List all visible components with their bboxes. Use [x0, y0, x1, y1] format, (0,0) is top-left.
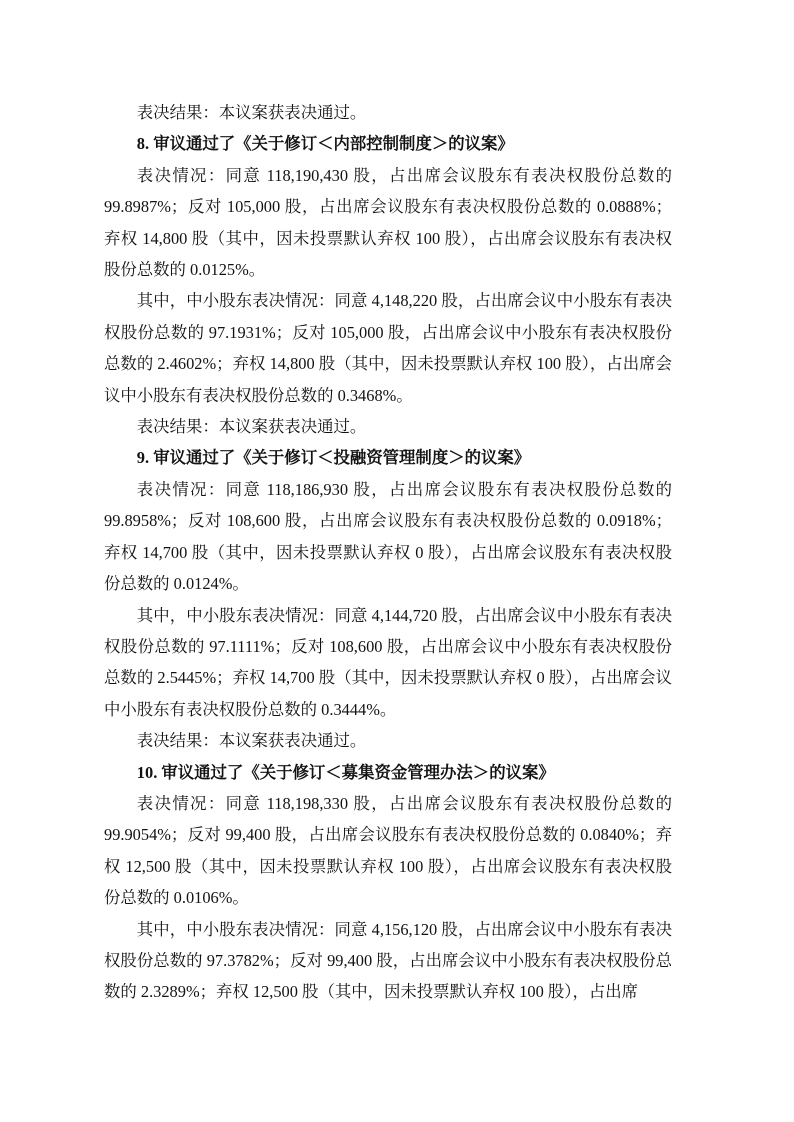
proposal-9-minority-vote-detail: 其中，中小股东表决情况：同意 4,144,720 股，占出席会议中小股东有表决权股份总数的 97.1111%；反对 108,600 股，占出席会议中小股东有表决权股份总数的 2.5445%；弃权 14,700 股（其中，因未投票默认弃权 0 股），占出席会议中小股东有表决权股份总数的 0.3444%。 — [104, 605, 672, 719]
proposal-10-minority-vote-detail: 其中，中小股东表决情况：同意 4,156,120 股，占出席会议中小股东有表决权股份总数的 97.3782%；反对 99,400 股，占出席会议中小股东有表决权股份总数的 2.3289%；弃权 12,500 股（其中，因未投票默认弃权 100 股），占出席 — [104, 919, 672, 1002]
proposal-9-vote-detail: 表决情况：同意 118,186,930 股，占出席会议股东有表决权股份总数的 99.8958%；反对 108,600 股，占出席会议股东有表决权股份总数的 0.0918%；弃权 14,700 股（其中，因未投票默认弃权 0 股），占出席会议股东有表决权股份总数的 0.0124%。 — [104, 479, 672, 594]
page-body — [104, 97, 672, 1008]
proposal-8-vote-detail: 表决情况：同意 118,190,430 股，占出席会议股东有表决权股份总数的 99.8987%；反对 105,000 股，占出席会议股东有表决权股份总数的 0.0888%；弃权 14,800 股（其中，因未投票默认弃权 100 股），占出席会议股东有表决权股份总数的 0.0125%。 — [104, 165, 672, 280]
proposal-9-vote-result: 表决结果：本议案获表决通过。 — [136, 731, 367, 751]
proposal-8-minority-vote-detail: 其中，中小股东表决情况：同意 4,148,220 股，占出席会议中小股东有表决权股份总数的 97.1931%；反对 105,000 股，占出席会议中小股东有表决权股份总数的 2.4602%；弃权 14,800 股（其中，因未投票默认弃权 100 股），占出席会议中小股东有表决权股份总数的 0.3468%。 — [104, 291, 672, 405]
proposal-10-vote-detail: 表决情况：同意 118,198,330 股，占出席会议股东有表决权股份总数的 99.9054%；反对 99,400 股，占出席会议股东有表决权股份总数的 0.0840%；弃权 12,500 股（其中，因未投票默认弃权 100 股），占出席会议股东有表决权股份总数的 0.0106%。 — [104, 793, 672, 908]
proposal-8-heading: 8. 审议通过了《关于修订＜内部控制制度＞的议案》 — [136, 134, 514, 154]
proposal-9-heading: 9. 审议通过了《关于修订＜投融资管理制度＞的议案》 — [136, 448, 531, 468]
proposal-10-heading: 10. 审议通过了《关于修订＜募集资金管理办法＞的议案》 — [136, 762, 555, 782]
proposal-8-vote-result: 表决结果：本议案获表决通过。 — [136, 417, 367, 437]
proposal-7-vote-result: 表决结果：本议案获表决通过。 — [136, 103, 367, 122]
